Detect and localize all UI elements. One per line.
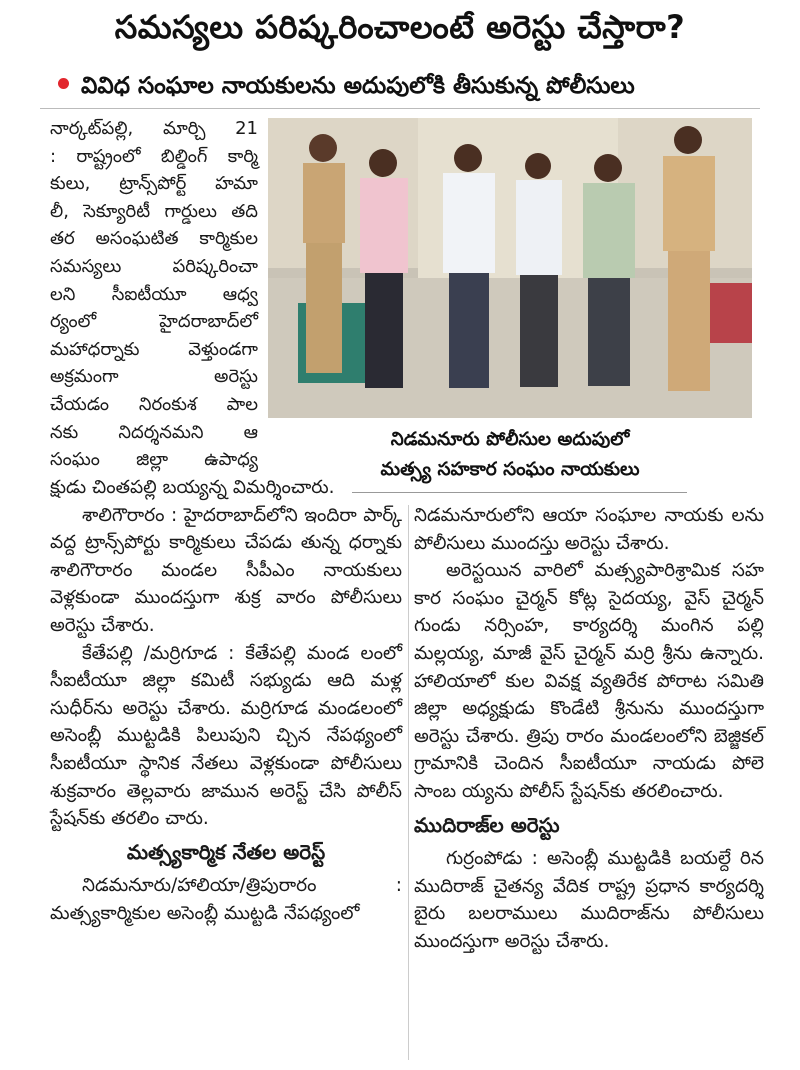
para-shaligouraram: శాలిగౌరారం : హైదరాబాద్‌లోని ఇందిరా పార్క్ వద్ద ట్రాన్స్‌పోర్టు కార్మికులు చేపడు తున్న ధర్నాకు శాలిగౌరారం మండల సీపీఎం నాయకులు వెళ్లకుండా ముందస్తుగా శుక్ర వారం పోలీసులు అరెస్టు చేశారు.	[50, 504, 402, 636]
caption-line-2: మత్స్య సహకార సంఘం నాయకులు	[380, 459, 640, 480]
para-gurrampodu: గుర్రంపోడు : అసెంబ్లీ ముట్టడికి బయల్దే రిన ముదిరాజ్ చైతన్య వేదిక రాష్ట్ర ప్రధాన కార్యదర్శి బైరు బలరాములు ముదిరాజ్‌ను పోలీసులు ముందస్తుగా అరెస్టు చేశారు.	[414, 848, 764, 952]
red-bullet-icon	[58, 78, 69, 89]
text-line: అక్రమంగా అరెస్టు	[50, 366, 258, 388]
narrow-lines	[50, 115, 258, 474]
wide-lines	[50, 474, 402, 502]
subtitle-mudiraj-arrest: ముదిరాజ్‌ల అరెస్టు	[414, 812, 560, 837]
para-nidamanuru: నిడమనూరు/హాలియా/త్రిపురారం : మత్స్యకార్మికుల అసెంబ్లీ ముట్టడి నేపథ్యంలో	[50, 875, 402, 924]
header-rule	[40, 108, 760, 109]
para-arrested-list: అరెస్టయిన వారిలో మత్స్యపారిశ్రామిక సహ కార సంఘం చైర్మన్ కోట్ల సైదయ్య, వైస్ చైర్మన్ గుండు నర్సింహ, కార్యదర్శి మంగిన పల్లి మల్లయ్య, మాజీ వైస్ చైర్మన్ మర్రి శ్రీను ఉన్నారు. హాలియాలో కుల వివక్ష వ్యతిరేక పోరాట సమితి జిల్లా అధ్యక్షుడు కొండేటి శ్రీనును ముందస్తుగా అరెస్టు చేశారు. త్రిపు రారం మండలంలోని బెజ్జికల్ గ్రామానికి చెందిన సీఐటీయూ నాయడు పోలె సాంబ య్యను పోలీస్ స్టేషన్‌కు తరలించారు.	[414, 560, 764, 802]
subheadline-text: వివిధ సంఘాల నాయకులను అదుపులోకి తీసుకున్న పోలీసులు	[81, 73, 635, 99]
text-line: మహాధర్నాకు వెళ్తుండగా	[50, 338, 258, 360]
photo-illustration	[268, 118, 752, 418]
text-line: లీ, సెక్యూరిటీ గార్డులు తది	[50, 200, 258, 222]
subtitle-fishermen-arrest: మత్స్యకార్మిక నేతల అరెస్ట్	[126, 839, 326, 864]
para-ketepalli: కేతేపల్లి /మర్రిగూడ : కేతేపల్లి మండ లంలో సీఐటీయూ జిల్లా కమిటీ సభ్యుడు ఆది మళ్ల సుధీర్‌ను అరెస్టు చేశారు. మర్రిగూడ మండలంలో అసెంబ్లీ ముట్టడికి పిలుపుని చ్చిన నేపథ్యంలో సీఐటీయూ స్థానిక నేతలు వెళ్లకుండా పోలీసులు శుక్రవారం తెల్లవారు జామున అరెస్ట్ చేసి పోలీస్ స్టేషన్‌కు తరలిం చారు.	[50, 642, 402, 830]
news-photo	[268, 118, 752, 418]
text-line: తర అసంఘటిత కార్మికుల	[50, 228, 258, 250]
column-divider	[408, 505, 409, 1060]
column-left	[50, 474, 402, 928]
text-line: సమస్యలు పరిష్కరించా	[50, 255, 258, 277]
caption-line-1: నిడమనూరు పోలీసుల అదుపులో	[390, 429, 630, 450]
text-line: లని సీఐటీయూ ఆధ్వ	[50, 283, 258, 305]
text-line: క్షుడు చింతపల్లి బయ్యన్న విమర్శించారు.	[50, 477, 335, 498]
text-line: : రాష్ట్రంలో బిల్డింగ్ కార్మి	[50, 145, 258, 167]
text-line: నార్కట్‌పల్లి, మార్చి 21	[50, 118, 258, 139]
text-line: కులు, ట్రాన్స్‌పోర్ట్ హమా	[50, 173, 258, 195]
text-line: ర్యంలో హైదరాబాద్‌లో	[50, 311, 258, 333]
text-line: సంఘం జిల్లా ఉపాధ్య	[50, 449, 258, 471]
caption-rule	[352, 492, 687, 493]
para-nidamanuru-leaders: నిడమనూరులోని ఆయా సంఘాల నాయకు లను పోలీసులు ముందస్తు అరెస్టు చేశారు.	[414, 505, 764, 554]
column-left-narrow	[50, 115, 258, 474]
text-line: చేయడం నిరంకుశ పాల	[50, 393, 258, 415]
subheadline	[58, 73, 788, 105]
text-line: నకు నిదర్శనమని ఆ	[50, 421, 258, 443]
column-right	[414, 502, 764, 956]
headline: సమస్యలు పరిష్కరించాలంటే అరెస్టు చేస్తారా?	[114, 8, 686, 46]
